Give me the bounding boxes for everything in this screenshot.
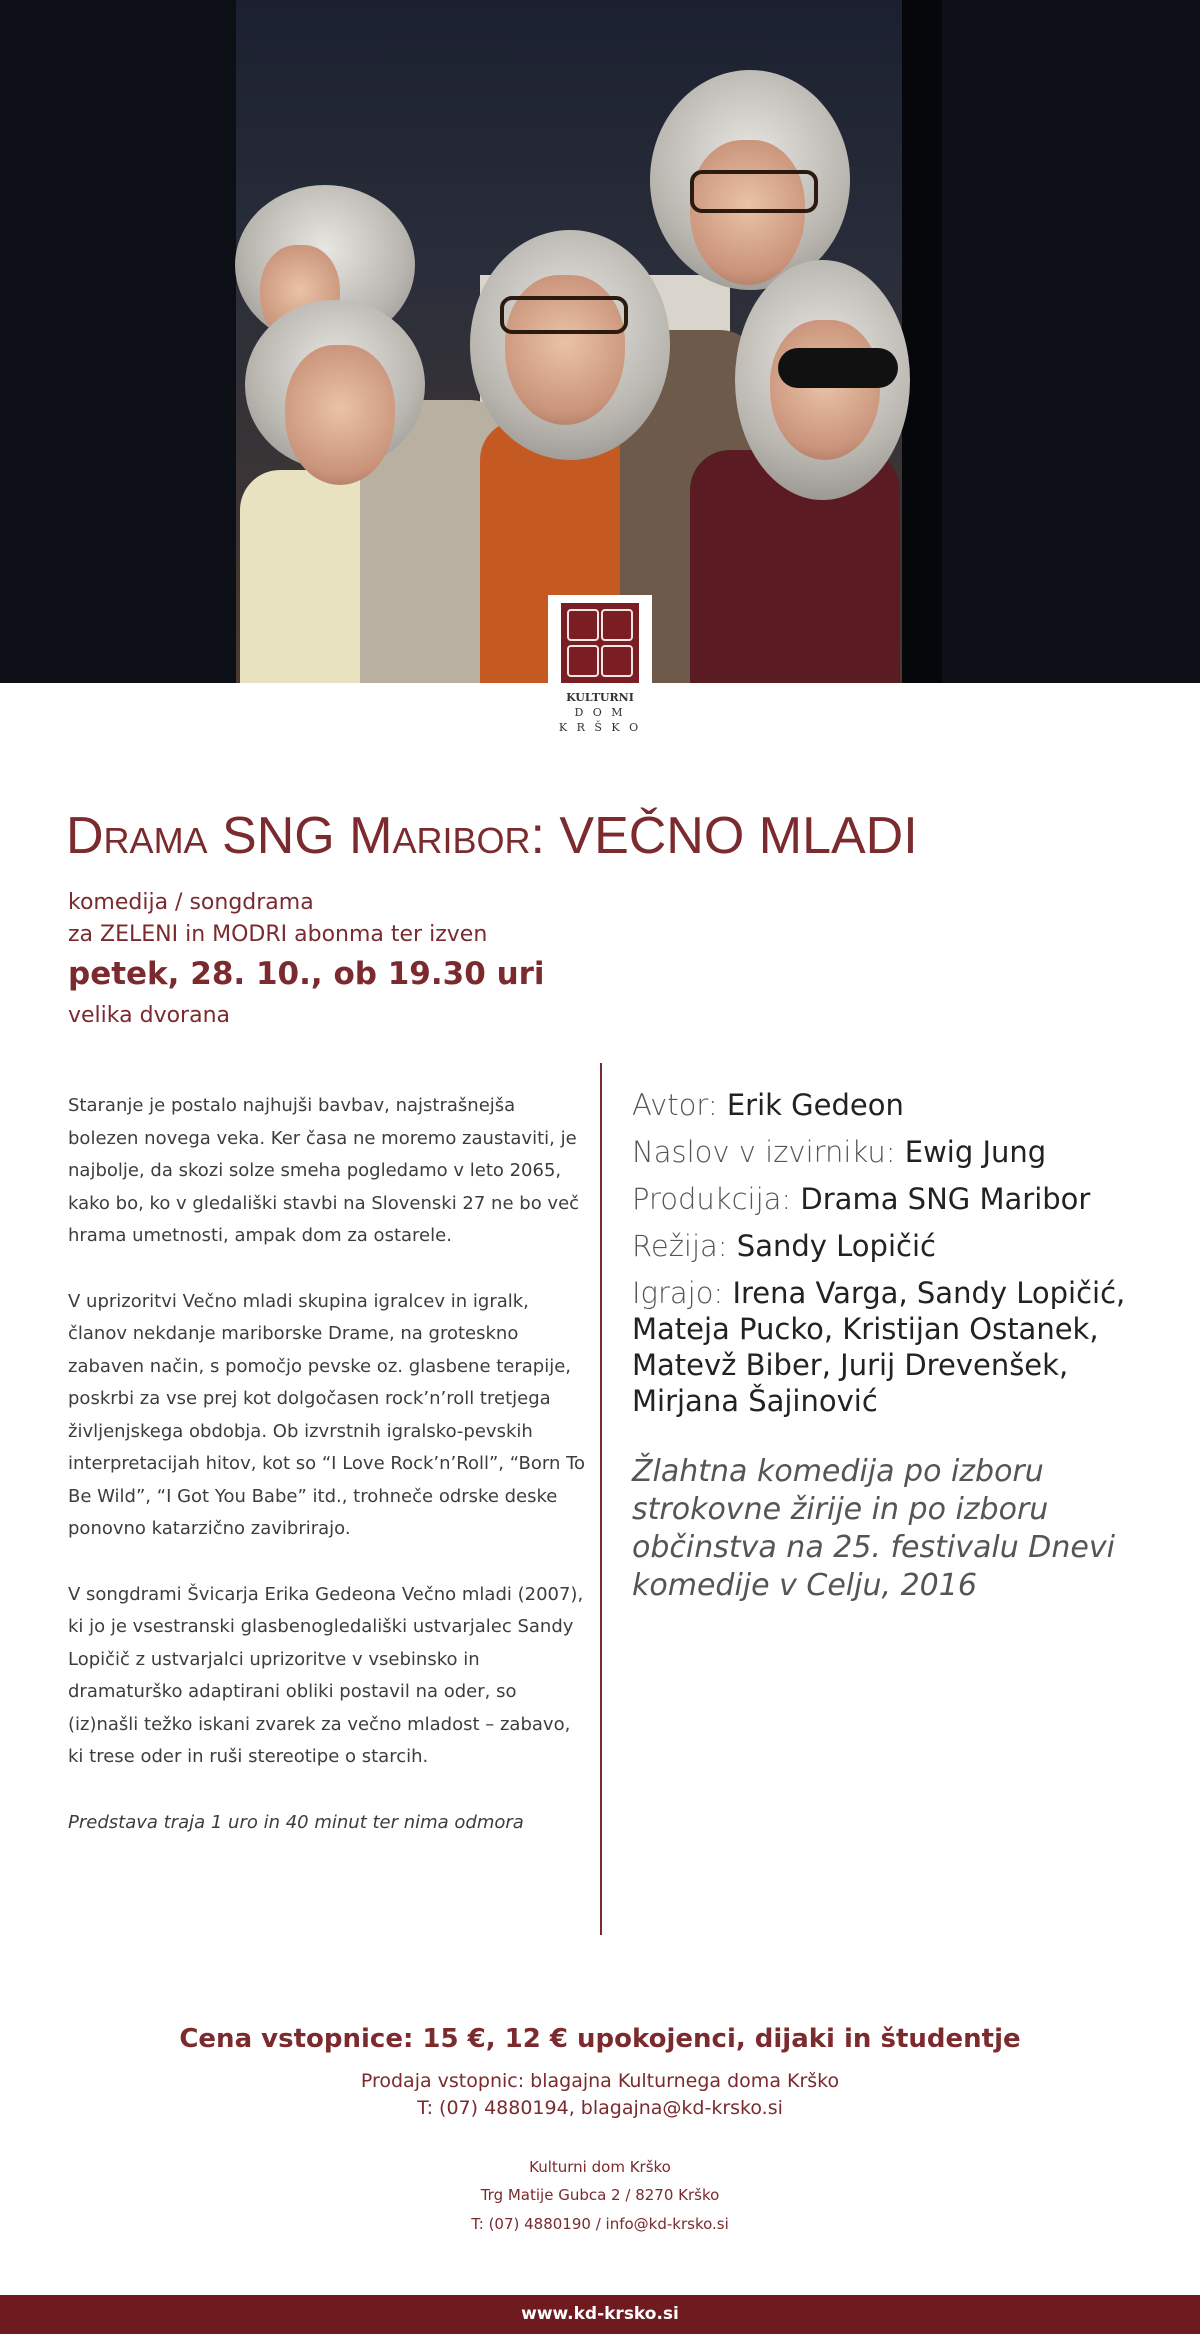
description-column	[68, 1090, 588, 1839]
title-prefix: Drama SNG Maribor:	[66, 807, 545, 865]
address-street: Trg Matije Gubca 2 / 8270 Krško	[480, 2186, 720, 2204]
ticket-sale-info: Prodaja vstopnic: blagajna Kulturnega doma Krško	[360, 2070, 840, 2092]
credit-label: Naslov v izvirniku:	[632, 1135, 896, 1169]
address-name: Kulturni dom Krško	[529, 2158, 671, 2176]
lyre-icon	[567, 609, 599, 641]
address-contact: T: (07) 4880190 / info@kd-krsko.si	[471, 2215, 729, 2233]
credit-label: Avtor:	[632, 1088, 718, 1122]
footer-bar	[0, 2295, 1200, 2334]
subscription-text: za ZELENI in MODRI abonma ter izven	[68, 922, 488, 947]
footer-website-link[interactable]: www.kd-krsko.si	[521, 2304, 679, 2324]
venue-text: velika dvorana	[68, 1003, 231, 1028]
credit-row-director	[632, 1228, 1172, 1264]
glasses-shape	[500, 296, 628, 334]
event-date: petek, 28. 10., ob 19.30 uri	[68, 956, 545, 992]
credit-label: Produkcija:	[632, 1182, 792, 1216]
film-camera-icon	[601, 645, 633, 677]
hero-photo	[0, 0, 1200, 683]
credit-label: Režija:	[632, 1229, 728, 1263]
credit-value: Drama SNG Maribor	[800, 1182, 1091, 1216]
masks-icon	[567, 645, 599, 677]
kulturni-dom-krsko-logo	[548, 595, 652, 745]
ticket-price: Cena vstopnice: 15 €, 12 € upokojenci, dijaki in študentje	[179, 2024, 1021, 2054]
credit-value: Irena Varga, Sandy Lopičić, Mateja Pucko, Kristijan Ostanek, Matevž Biber, Jurij Drevenšek, Mirjana Šajinović	[632, 1276, 1126, 1418]
door-frame	[902, 0, 942, 683]
duration-note: Predstava traja 1 uro in 40 minut ter nima odmora	[68, 1811, 524, 1833]
performer-face	[770, 320, 880, 460]
credit-value: Sandy Lopičić	[736, 1229, 936, 1263]
logo-mark	[561, 603, 639, 683]
glasses-shape	[690, 170, 818, 213]
credit-value: Erik Gedeon	[726, 1088, 904, 1122]
logo-text-line2: D O M	[574, 706, 626, 719]
credit-row-original-title	[632, 1134, 1172, 1170]
genre-text: komedija / songdrama	[68, 890, 314, 915]
ticket-contact: T: (07) 4880194, blagajna@kd-krsko.si	[417, 2097, 783, 2119]
credits-column	[632, 1087, 1172, 1605]
column-divider	[600, 1063, 602, 1935]
credit-value: Ewig Jung	[904, 1135, 1047, 1169]
award-quote: Žlahtna komedija po izboru strokovne žirije in po izboru občinstva na 25. festivalu Dnevi komedije v Celju, 2016	[632, 1454, 1115, 1603]
description-paragraph: Staranje je postalo najhujši bavbav, najstrašnejša bolezen novega veka. Ker časa ne moremo zaustaviti, je najbolje, da skozi solze smeha pogledamo v leto 2065, kako bo, ko v gledališki stavbi na Slovenski 27 ne bo več hrama umetnosti, ampak dom za ostarele.	[68, 1095, 580, 1246]
page-title	[66, 806, 918, 866]
logo-text-line1: KULTURNI	[566, 691, 634, 704]
logo-text-line3: K R Š K O	[558, 721, 642, 734]
description-paragraph: V uprizoritvi Večno mladi skupina igralcev in igralk, članov nekdanje mariborske Drame, na groteskno zabaven način, s pomočjo pevske oz. glasbene terapije, poskrbi za vse prej kot dolgočasen rock’n’roll tretjega življenjskega obdobja. Ob izvrstnih igralsko-pevskih interpretacijah hitov, kot so “I Love Rock’n’Roll”, “Born To Be Wild”, “I Got You Babe” itd., trohneče odrske deske ponovno katarzično zavibrirajo.	[68, 1290, 586, 1539]
palette-icon	[601, 609, 633, 641]
sunglasses-shape	[778, 348, 898, 388]
title-main: VEČNO MLADI	[559, 807, 918, 865]
credit-row-cast	[632, 1275, 1172, 1419]
credit-row-production	[632, 1181, 1172, 1217]
performer-face	[285, 345, 395, 485]
credit-label: Igrajo:	[632, 1276, 724, 1310]
description-paragraph: V songdrami Švicarja Erika Gedeona Večno mladi (2007), ki jo je vsestranski glasbenogledališki ustvarjalec Sandy Lopičič z ustvarjalci uprizoritve v vsebinsko in dramaturško adaptirani obliki postavil na oder, so (iz)našli težko iskani zvarek za večno mladost – zabavo, ki trese oder in ruši stereotipe o starcih.	[68, 1583, 584, 1767]
credit-row-author	[632, 1087, 1172, 1123]
